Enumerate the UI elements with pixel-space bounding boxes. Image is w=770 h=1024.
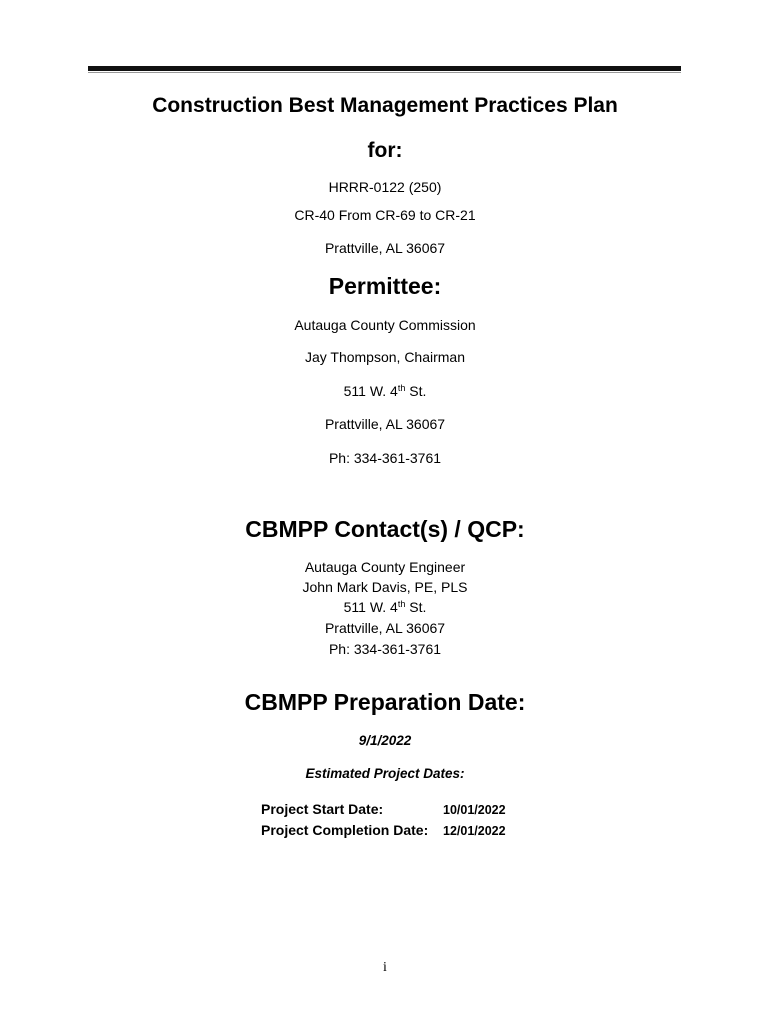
- permittee-street-ordinal: th: [397, 383, 406, 393]
- start-date-value: 10/01/2022: [443, 803, 506, 817]
- permittee-phone: Ph: 334-361-3761: [328, 450, 442, 466]
- estimated-dates-heading: Estimated Project Dates:: [305, 766, 465, 781]
- header-rule: [88, 66, 681, 71]
- cbmpp-contact-street: [0, 599, 770, 615]
- start-date-label: Project Start Date:: [261, 801, 384, 817]
- project-id: HRRR-0122 (250): [328, 179, 442, 195]
- cbmpp-street-ordinal: th: [397, 599, 406, 609]
- permittee-street-number: 511 W. 4: [343, 383, 398, 399]
- permittee-street-suffix: St.: [405, 383, 427, 399]
- permittee-heading: Permittee:: [328, 273, 442, 299]
- preparation-date: 9/1/2022: [358, 733, 412, 748]
- permittee-city: Prattville, AL 36067: [324, 416, 446, 432]
- header-rule-shadow: [88, 72, 681, 73]
- document-title: Construction Best Management Practices Plan: [152, 94, 618, 117]
- completion-date-label: Project Completion Date:: [261, 822, 429, 838]
- cbmpp-street-suffix: St.: [405, 599, 427, 615]
- project-dates: [261, 801, 506, 843]
- cbmpp-contact-heading: CBMPP Contact(s) / QCP:: [245, 516, 525, 542]
- completion-date-value: 12/01/2022: [443, 824, 506, 838]
- preparation-heading: CBMPP Preparation Date:: [244, 689, 526, 715]
- project-location: Prattville, AL 36067: [324, 240, 446, 256]
- permittee-org: Autauga County Commission: [294, 317, 476, 333]
- completion-date-row: [261, 822, 506, 843]
- project-route: CR-40 From CR-69 to CR-21: [294, 207, 476, 223]
- page-number: i: [383, 960, 387, 975]
- cbmpp-contact-city: Prattville, AL 36067: [324, 620, 446, 636]
- cbmpp-street-number: 511 W. 4: [343, 599, 398, 615]
- cbmpp-contact-phone: Ph: 334-361-3761: [328, 641, 442, 657]
- permittee-contact: Jay Thompson, Chairman: [304, 349, 466, 365]
- cbmpp-contact-name: John Mark Davis, PE, PLS: [302, 579, 468, 595]
- start-date-row: [261, 801, 506, 822]
- permittee-street: [0, 383, 770, 399]
- document-title-for: for:: [367, 139, 403, 162]
- cbmpp-contact-title: Autauga County Engineer: [304, 559, 466, 575]
